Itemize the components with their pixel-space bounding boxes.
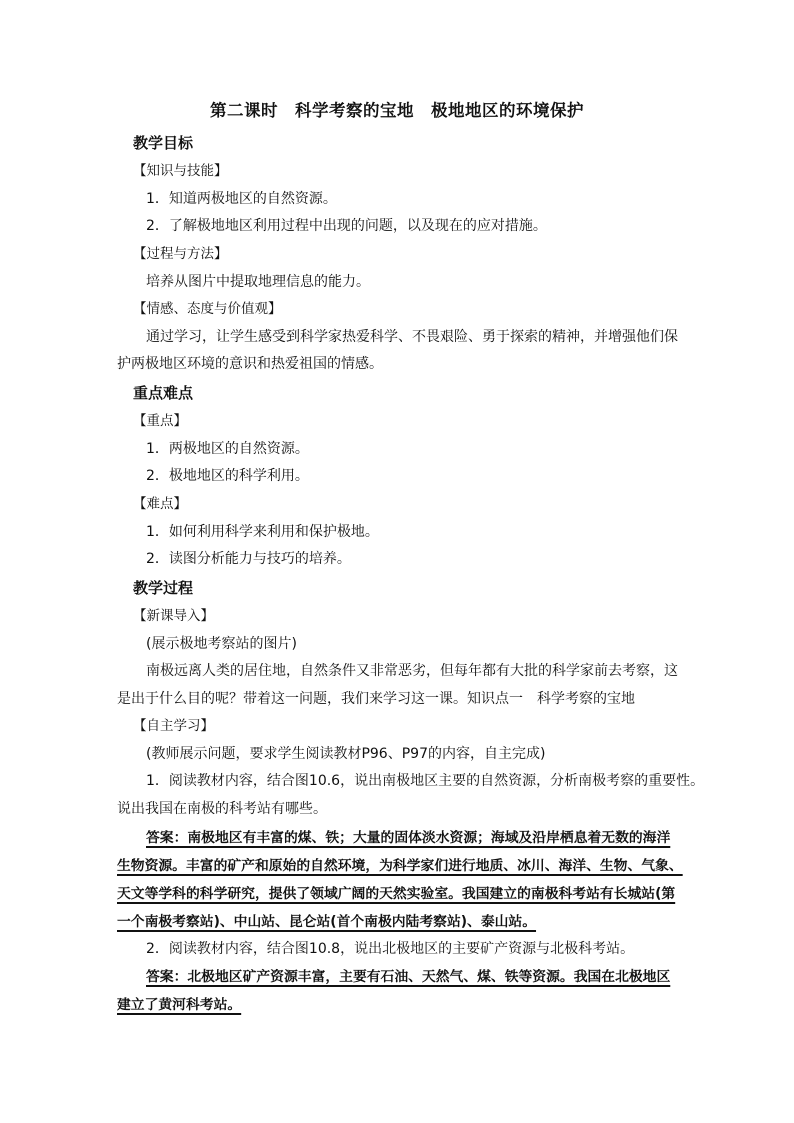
paragraph: 1．知道两极地区的自然资源。: [146, 191, 337, 207]
subheading-emotion: 【情感、态度与价值观】: [133, 301, 282, 317]
answer-line: 天文等学科的科学研究，提供了领域广阔的天然实验室。我国建立的南极科考站有长城站(第: [117, 886, 676, 902]
answer-line: 答案：南极地区有丰富的煤、铁；大量的固体淡水资源；海域及沿岸栖息着无数的海洋: [146, 830, 671, 846]
subheading-difficult: 【难点】: [133, 496, 187, 512]
heading-objectives: 教学目标: [133, 134, 194, 152]
paragraph: 南极远离人类的居住地，自然条件又非常恶劣，但每年都有大批的科学家前去考察，这: [146, 663, 678, 679]
paragraph: 说出我国在南极的科考站有哪些。: [117, 801, 327, 817]
subheading-self-study: 【自主学习】: [133, 718, 214, 734]
heading-process: 教学过程: [133, 579, 194, 597]
paragraph: 1．阅读教材内容，结合图10.6，说出南极地区主要的自然资源，分析南极考察的重要性。: [146, 773, 705, 789]
paragraph: 护两极地区环境的意识和热爱祖国的情感。: [117, 356, 383, 372]
answer-line: 一个南极考察站)、中山站、昆仑站(首个南极内陆考察站)、泰山站。: [117, 914, 537, 930]
heading-key-points: 重点难点: [133, 384, 194, 402]
paragraph: 培养从图片中提取地理信息的能力。: [146, 274, 370, 290]
paragraph: 2．极地地区的科学利用。: [146, 468, 309, 484]
page-title: 第二课时 科学考察的宝地 极地地区的环境保护: [210, 101, 584, 120]
subheading-knowledge: 【知识与技能】: [133, 163, 228, 179]
paragraph: 1．如何利用科学来利用和保护极地。: [146, 524, 379, 540]
answer-line: 生物资源。丰富的矿产和原始的自然环境，为科学家们进行地质、冰川、海洋、生物、气象、: [117, 858, 683, 874]
paragraph: (教师展示问题，要求学生阅读教材P96、P97的内容，自主完成): [146, 746, 546, 762]
paragraph: (展示极地考察站的图片): [146, 636, 297, 652]
paragraph: 通过学习，让学生感受到科学家热爱科学、不畏艰险、勇于探索的精神，并增强他们保: [146, 329, 678, 345]
paragraph: 2．了解极地地区利用过程中出现的问题，以及现在的应对措施。: [146, 218, 547, 234]
paragraph: 是出于什么目的呢？带着这一问题，我们来学习这一课。知识点一 科学考察的宝地: [117, 691, 635, 707]
paragraph: 2．阅读教材内容，结合图10.8，说出北极地区的主要矿产资源与北极科考站。: [146, 941, 635, 957]
subheading-process: 【过程与方法】: [133, 246, 228, 262]
subheading-intro: 【新课导入】: [133, 608, 214, 624]
subheading-key: 【重点】: [133, 413, 187, 429]
answer-line: 建立了黄河科考站。: [117, 997, 242, 1013]
paragraph: 2．读图分析能力与技巧的培养。: [146, 551, 351, 567]
answer-line: 答案：北极地区矿产资源丰富，主要有石油、天然气、煤、铁等资源。我国在北极地区: [146, 969, 671, 985]
paragraph: 1．两极地区的自然资源。: [146, 441, 309, 457]
